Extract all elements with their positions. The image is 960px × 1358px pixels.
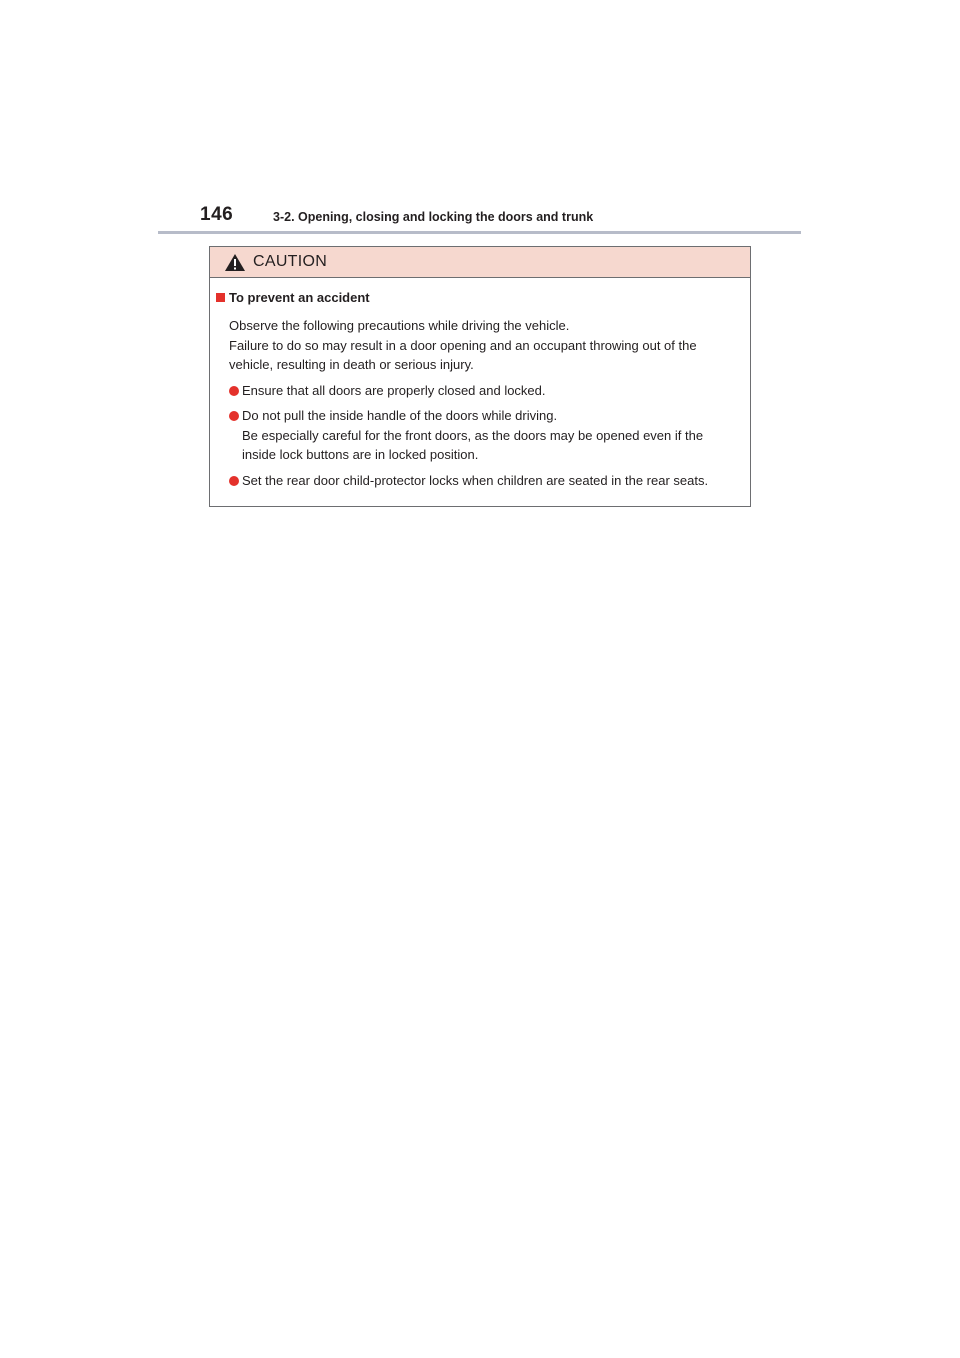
bullet-line: Ensure that all doors are properly closed and locked. bbox=[242, 383, 546, 398]
square-bullet-icon bbox=[216, 293, 225, 302]
intro-line: Observe the following precautions while driving the vehicle. bbox=[229, 318, 570, 333]
bullet-line: Be especially careful for the front doors, as the doors may be opened even if the bbox=[242, 427, 704, 443]
caution-heading bbox=[216, 290, 370, 305]
bullet-line: Set the rear door child-protector locks when children are seated in the rear seats. bbox=[242, 473, 709, 488]
intro-line: vehicle, resulting in death or serious injury. bbox=[229, 357, 474, 372]
caution-label: CAUTION bbox=[253, 253, 328, 270]
caution-header bbox=[210, 247, 750, 278]
bullet-item bbox=[229, 406, 703, 465]
intro-paragraph bbox=[229, 316, 697, 375]
intro-line: Failure to do so may result in a door opening and an occupant throwing out of the bbox=[229, 337, 697, 353]
bullet-item bbox=[229, 471, 708, 491]
caution-heading-text: To prevent an accident bbox=[229, 290, 370, 305]
page-header bbox=[158, 200, 801, 234]
bullet-line: Do not pull the inside handle of the doors while driving. bbox=[242, 408, 558, 423]
warning-triangle-icon bbox=[224, 253, 246, 272]
circle-bullet-icon bbox=[229, 411, 239, 421]
section-title: 3-2. Opening, closing and locking the doors and trunk bbox=[273, 210, 594, 224]
page-number: 146 bbox=[200, 204, 234, 225]
bullet-line: inside lock buttons are in locked position. bbox=[242, 447, 479, 462]
bullet-item bbox=[229, 381, 546, 401]
circle-bullet-icon bbox=[229, 476, 239, 486]
caution-box bbox=[209, 246, 751, 507]
circle-bullet-icon bbox=[229, 386, 239, 396]
